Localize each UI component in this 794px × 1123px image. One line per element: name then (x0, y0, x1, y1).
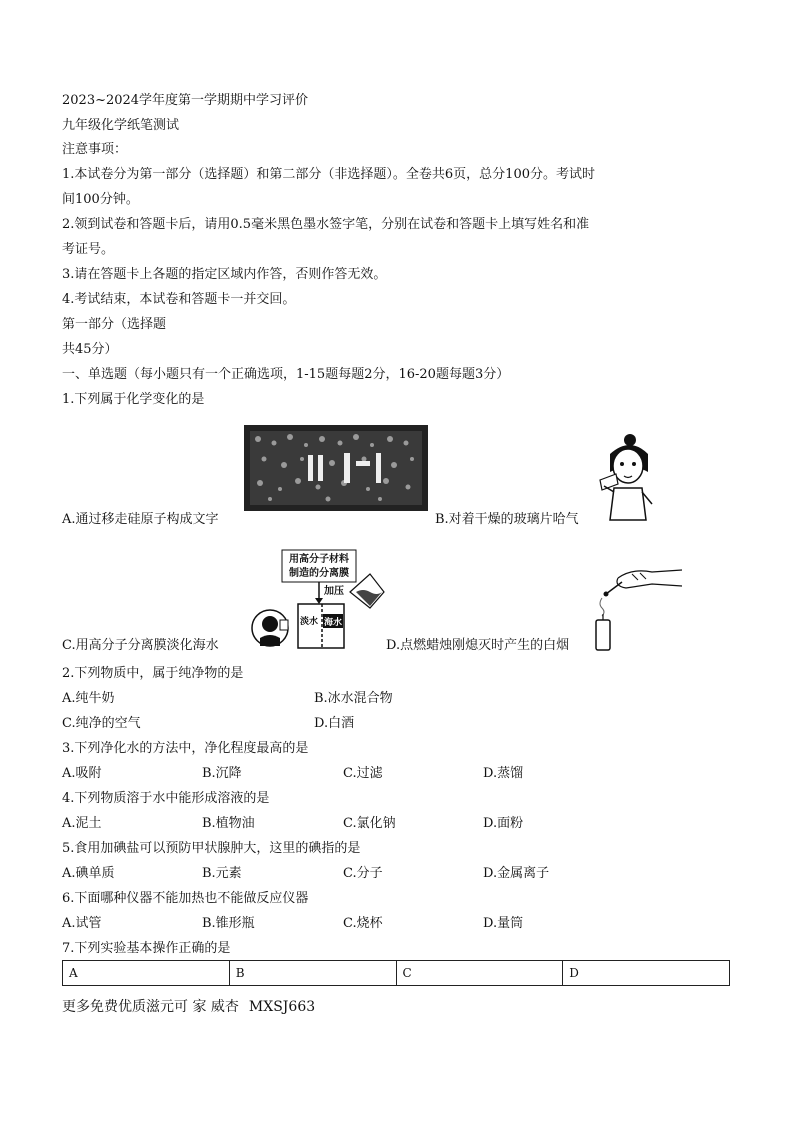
exam-subtitle: 九年级化学纸笔测试 (62, 118, 180, 133)
option-c: C.过滤 (343, 766, 383, 781)
membrane-title-2: 制造的分离膜 (289, 568, 349, 579)
option-a: A.试管 (62, 916, 102, 931)
table-header-d: D (563, 961, 730, 986)
notice-line: 1.本试卷分为第一部分（选择题）和第二部分（非选择题）。全卷共6页，总分100分。考试时 (62, 167, 595, 182)
option-c: C.氯化钠 (343, 816, 396, 831)
option-b: B.锥形瓶 (202, 916, 255, 931)
fresh-water-label: 淡水 (300, 617, 319, 627)
option-b: B.植物油 (202, 816, 255, 831)
notice-line: 间100分钟。 (62, 192, 139, 207)
table-header-c: C (396, 961, 563, 986)
sea-water-label: 海水 (324, 618, 343, 628)
footer-text: 更多免费优质滋元可 家 威杏 (62, 999, 239, 1015)
option-d: D.量筒 (483, 916, 524, 931)
table-header-a: A (63, 961, 230, 986)
footer-note (62, 998, 315, 1016)
option-a: A.纯牛奶 (62, 691, 115, 706)
table-header-b: B (229, 961, 396, 986)
option-d: D.点燃蜡烛刚熄灭时产生的白烟 (386, 638, 570, 653)
notice-line: 2.领到试卷和答题卡后，请用0.5毫米黑色墨水签字笔，分别在试卷和答题卡上填写姓名和准 (62, 217, 590, 232)
exam-title: 2023~2024学年度第一学期期中学习评价 (62, 93, 309, 108)
option-d: D.蒸馏 (483, 766, 524, 781)
question-stem: 7.下列实验基本操作正确的是 (62, 941, 231, 956)
answer-table (62, 960, 730, 986)
option-a: A.泥土 (62, 816, 102, 831)
part-heading: 第一部分（选择题 (62, 317, 167, 332)
notice-line: 3.请在答题卡上各题的指定区域内作答，否则作答无效。 (62, 267, 387, 282)
notice-line: 4.考试结束，本试卷和答题卡一并交回。 (62, 292, 296, 307)
option-a: A.通过移走硅原子构成文字 (62, 512, 219, 527)
option-d: D.白酒 (314, 716, 355, 731)
candle-image (592, 564, 684, 652)
option-c: C.分子 (343, 866, 383, 881)
notice-title: 注意事项： (62, 142, 128, 157)
option-a: A.碘单质 (62, 866, 115, 881)
silicon-atom-image (244, 425, 428, 511)
option-c: C.烧杯 (343, 916, 383, 931)
table-row (63, 961, 730, 986)
membrane-title-1: 用高分子材料 (289, 554, 349, 565)
girl-breathing-image (596, 432, 658, 524)
question-stem: 3.下列净化水的方法中，净化程度最高的是 (62, 741, 309, 756)
part-heading-cont: 共45分） (62, 342, 118, 357)
option-c: C.纯净的空气 (62, 716, 141, 731)
question-stem: 1.下列属于化学变化的是 (62, 392, 205, 407)
option-c: C.用高分子分离膜淡化海水 (62, 638, 219, 653)
question-stem: 2.下列物质中，属于纯净物的是 (62, 666, 244, 681)
option-b: B.冰水混合物 (314, 691, 393, 706)
question-stem: 4.下列物质溶于水中能形成溶液的是 (62, 791, 270, 806)
membrane-desalination-image (250, 548, 386, 652)
option-d: D.面粉 (483, 816, 524, 831)
option-d: D.金属离子 (483, 866, 550, 881)
option-b: B.元素 (202, 866, 242, 881)
question-stem: 6.下面哪种仪器不能加热也不能做反应仪器 (62, 891, 309, 906)
option-b: B.对着干燥的玻璃片哈气 (435, 512, 579, 527)
option-a: A.吸附 (62, 766, 102, 781)
pressure-label: 加压 (324, 586, 344, 597)
footer-code: MXSJ663 (248, 999, 316, 1015)
section-heading: 一、单选题（每小题只有一个正确选项，1-15题每题2分，16-20题每题3分） (62, 367, 510, 382)
question-stem: 5.食用加碘盐可以预防甲状腺肿大，这里的碘指的是 (62, 841, 361, 856)
notice-line: 考证号。 (62, 242, 115, 257)
option-b: B.沉降 (202, 766, 242, 781)
